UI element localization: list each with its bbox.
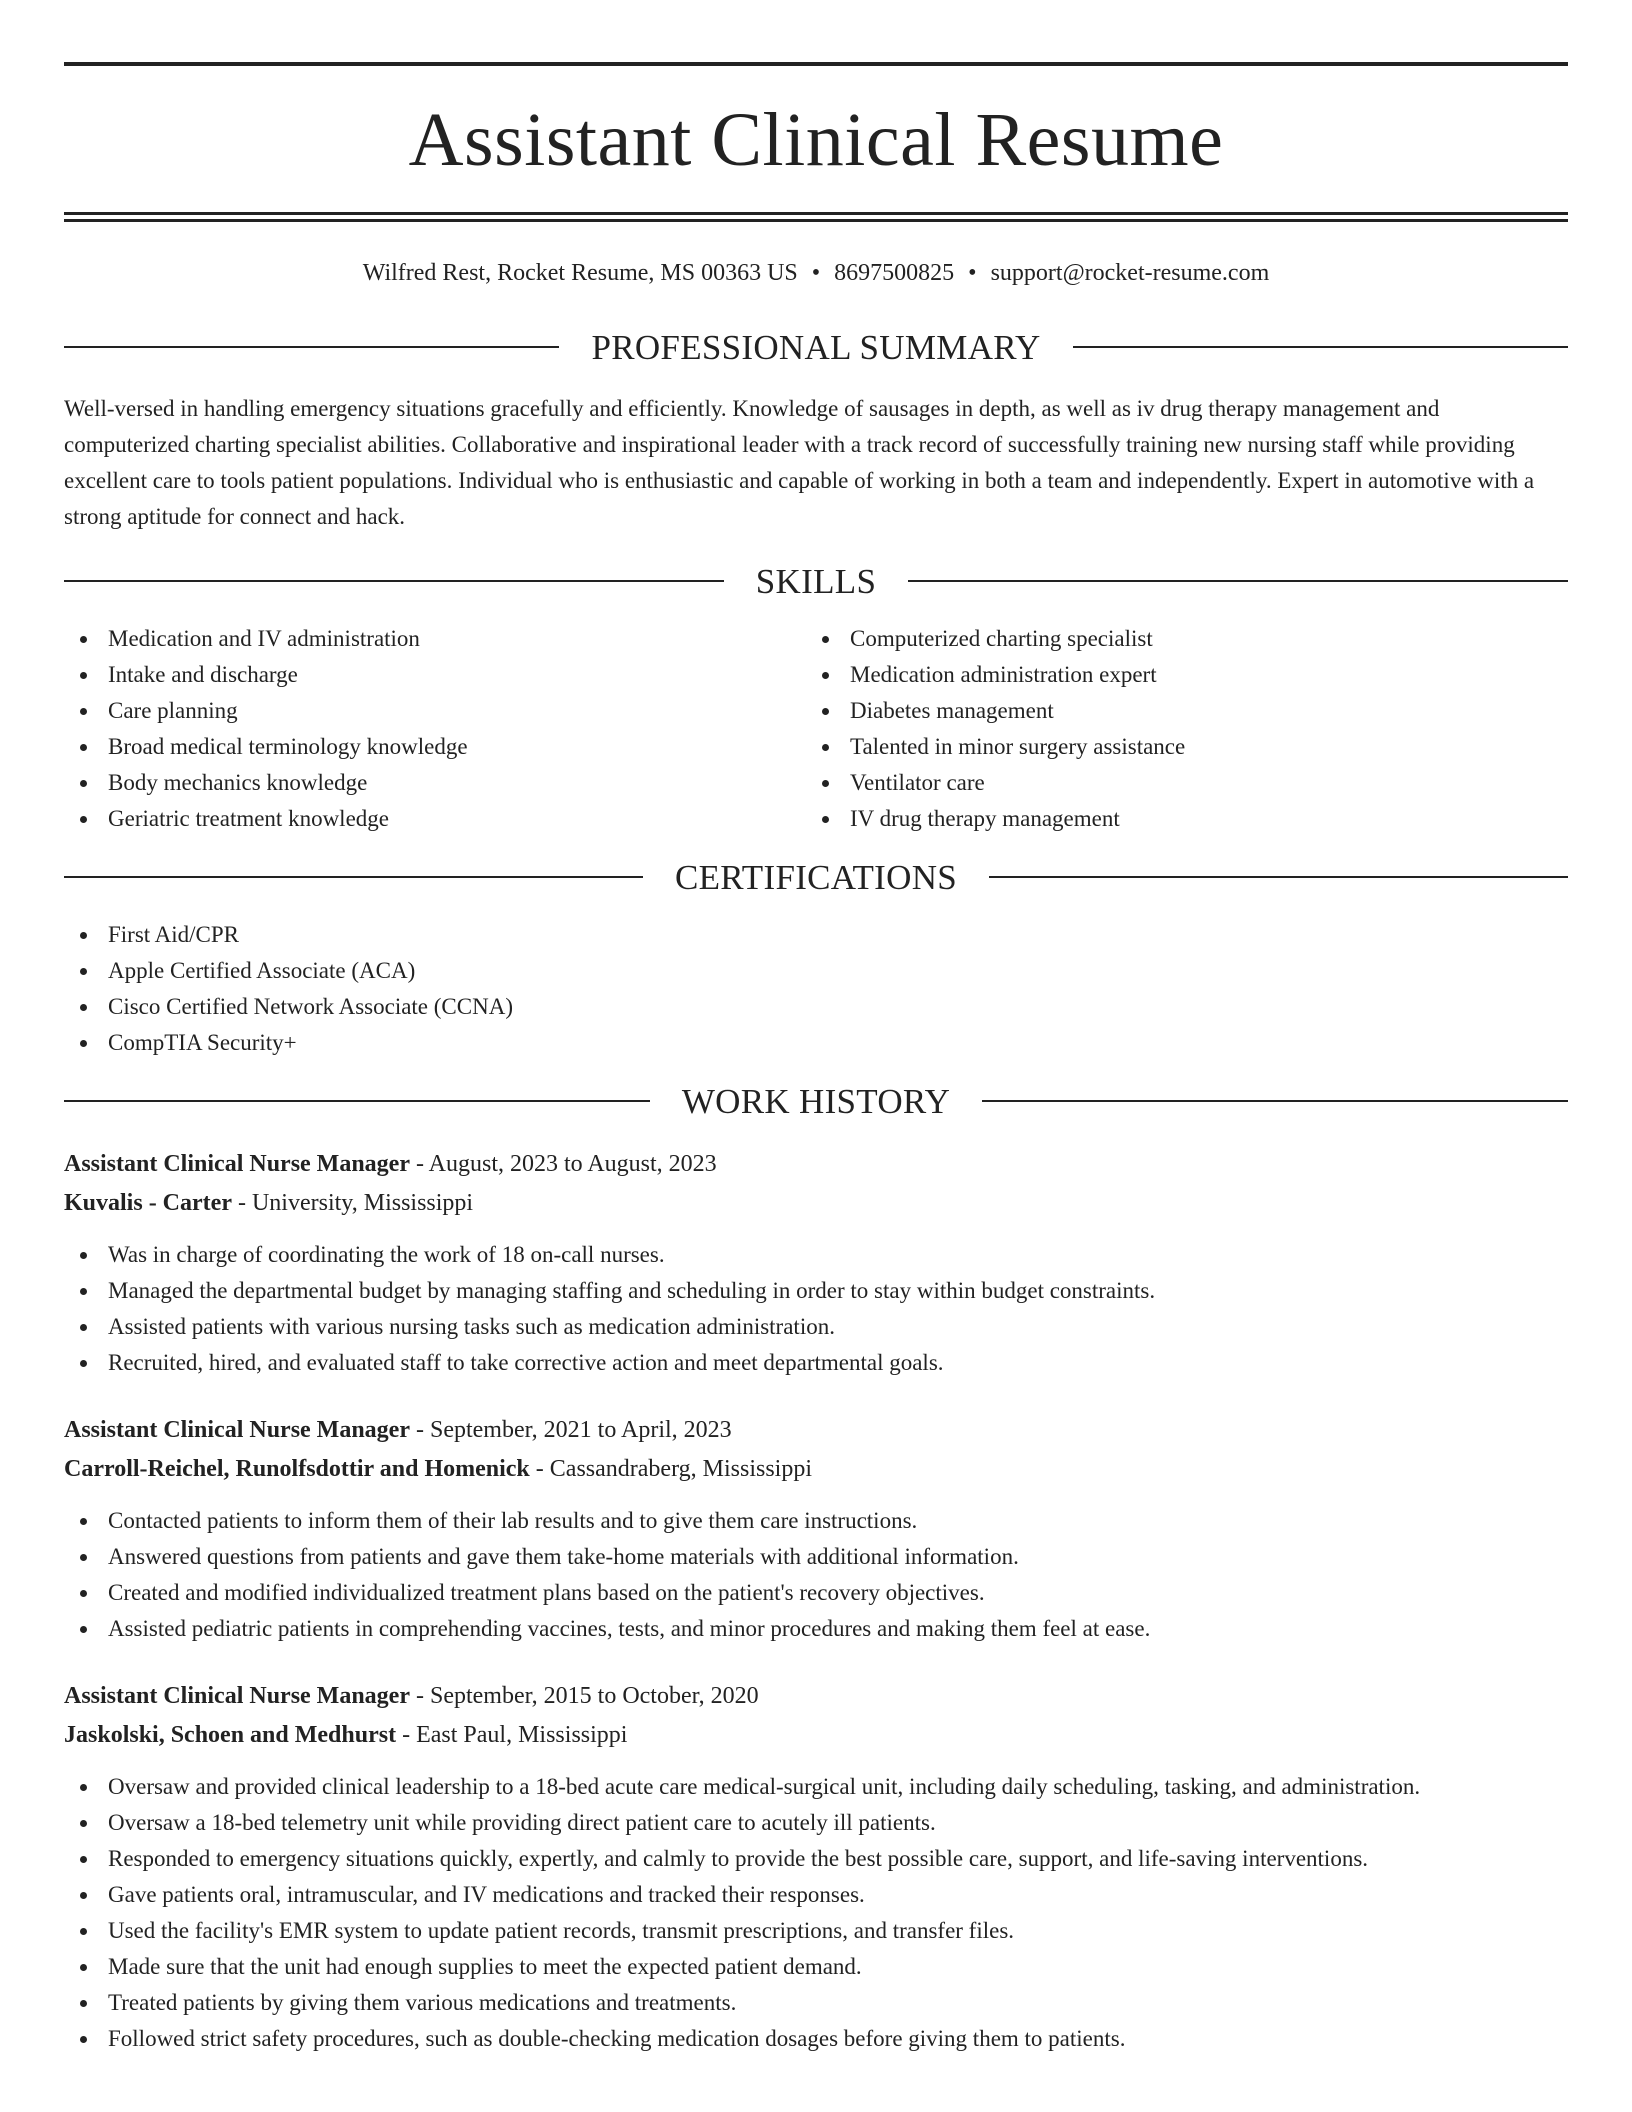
job-bullet: Was in charge of coordinating the work of 18 on-call nurses. bbox=[64, 1237, 1568, 1273]
job-title: Assistant Clinical Nurse Manager bbox=[64, 1151, 410, 1177]
job-title-line: Assistant Clinical Nurse Manager - September, 2015 to October, 2020 bbox=[64, 1683, 759, 1709]
skill-item: Medication and IV administration bbox=[64, 621, 806, 657]
contact-separator: • bbox=[811, 260, 821, 286]
skills-columns bbox=[64, 621, 1568, 837]
job-bullet: Used the facility's EMR system to update patient records, transmit prescriptions, and transfer files. bbox=[64, 1913, 1568, 1949]
skill-item: IV drug therapy management bbox=[806, 801, 1548, 837]
job-entry bbox=[64, 1145, 1568, 1381]
job-entry bbox=[64, 1411, 1568, 1647]
skill-item: Diabetes management bbox=[806, 693, 1548, 729]
job-bullet: Oversaw and provided clinical leadership to a 18-bed acute care medical-surgical unit, including daily scheduling, tasking, and administration. bbox=[64, 1769, 1568, 1805]
contact-line bbox=[64, 261, 1568, 285]
certification-item: CompTIA Security+ bbox=[64, 1025, 1568, 1061]
skill-item: Body mechanics knowledge bbox=[64, 765, 806, 801]
job-dates: August, 2023 to August, 2023 bbox=[428, 1151, 717, 1177]
job-location: East Paul, Mississippi bbox=[416, 1722, 628, 1748]
skill-item: Talented in minor surgery assistance bbox=[806, 729, 1548, 765]
job-bullet: Recruited, hired, and evaluated staff to take corrective action and meet departmental goals. bbox=[64, 1345, 1568, 1381]
job-title: Assistant Clinical Nurse Manager bbox=[64, 1417, 410, 1443]
skill-item: Intake and discharge bbox=[64, 657, 806, 693]
contact-address: Wilfred Rest, Rocket Resume, MS 00363 US bbox=[362, 260, 798, 286]
job-bullet: Assisted pediatric patients in comprehending vaccines, tests, and minor procedures and making them feel at ease. bbox=[64, 1611, 1568, 1647]
certification-item: Cisco Certified Network Associate (CCNA) bbox=[64, 989, 1568, 1025]
title-bottom-double-rule bbox=[64, 212, 1568, 222]
section-title: WORK HISTORY bbox=[681, 1081, 951, 1121]
contact-email: support@rocket-resume.com bbox=[990, 260, 1270, 286]
job-company: Carroll-Reichel, Runolfsdottir and Homenick bbox=[64, 1456, 530, 1482]
job-location: Cassandraberg, Mississippi bbox=[549, 1456, 812, 1482]
skill-item: Ventilator care bbox=[806, 765, 1548, 801]
heading-rule-left bbox=[64, 876, 643, 878]
job-bullet: Gave patients oral, intramuscular, and IV medications and tracked their responses. bbox=[64, 1877, 1568, 1913]
job-title-line: Assistant Clinical Nurse Manager - September, 2021 to April, 2023 bbox=[64, 1417, 732, 1443]
job-company: Kuvalis - Carter bbox=[64, 1190, 232, 1216]
section-title: CERTIFICATIONS bbox=[674, 857, 958, 897]
job-company-line: Kuvalis - Carter - University, Mississippi bbox=[64, 1190, 474, 1216]
skills-column-left bbox=[64, 621, 806, 837]
skill-item: Computerized charting specialist bbox=[806, 621, 1548, 657]
skill-item: Geriatric treatment knowledge bbox=[64, 801, 806, 837]
certification-item: First Aid/CPR bbox=[64, 917, 1568, 953]
section-heading-skills bbox=[64, 561, 1568, 601]
job-bullet: Answered questions from patients and gave them take-home materials with additional information. bbox=[64, 1539, 1568, 1575]
section-heading-certifications bbox=[64, 857, 1568, 897]
section-title: PROFESSIONAL SUMMARY bbox=[591, 327, 1041, 367]
job-bullet: Treated patients by giving them various medications and treatments. bbox=[64, 1985, 1568, 2021]
certification-item: Apple Certified Associate (ACA) bbox=[64, 953, 1568, 989]
job-company-line: Jaskolski, Schoen and Medhurst - East Paul, Mississippi bbox=[64, 1722, 628, 1748]
skill-item: Care planning bbox=[64, 693, 806, 729]
skill-item: Medication administration expert bbox=[806, 657, 1548, 693]
section-heading-work-history bbox=[64, 1081, 1568, 1121]
job-bullet: Managed the departmental budget by managing staffing and scheduling in order to stay within budget constraints. bbox=[64, 1273, 1568, 1309]
heading-rule-right bbox=[1073, 346, 1568, 348]
summary-text: Well-versed in handling emergency situations gracefully and efficiently. Knowledge of sausages in depth, as well as iv drug therapy management and computerized charting specialist abilities. Collaborative and inspirational leader with a track record of successfully training new nursing staff while providing excellent care to tools patient populations. Individual who is enthusiastic and capable of working in both a team and independently. Expert in automotive with a strong aptitude for connect and hack. bbox=[64, 396, 1535, 529]
job-bullet: Responded to emergency situations quickly, expertly, and calmly to provide the best possible care, support, and life-saving interventions. bbox=[64, 1841, 1568, 1877]
job-company-line: Carroll-Reichel, Runolfsdottir and Homenick - Cassandraberg, Mississippi bbox=[64, 1456, 812, 1482]
section-title: SKILLS bbox=[755, 561, 877, 601]
contact-phone: 8697500825 bbox=[834, 260, 955, 286]
job-bullet: Followed strict safety procedures, such as double-checking medication dosages before giving them to patients. bbox=[64, 2021, 1568, 2057]
heading-rule-right bbox=[982, 1100, 1568, 1102]
certifications-list bbox=[64, 917, 1568, 1061]
job-bullet: Contacted patients to inform them of their lab results and to give them care instructions. bbox=[64, 1503, 1568, 1539]
heading-rule-right bbox=[908, 580, 1568, 582]
job-bullet: Created and modified individualized treatment plans based on the patient's recovery objectives. bbox=[64, 1575, 1568, 1611]
job-bullet: Oversaw a 18-bed telemetry unit while providing direct patient care to acutely ill patients. bbox=[64, 1805, 1568, 1841]
job-company: Jaskolski, Schoen and Medhurst bbox=[64, 1722, 397, 1748]
heading-rule-left bbox=[64, 580, 724, 582]
job-title-line: Assistant Clinical Nurse Manager - August, 2023 to August, 2023 bbox=[64, 1151, 717, 1177]
heading-rule-right bbox=[989, 876, 1568, 878]
job-dates: September, 2021 to April, 2023 bbox=[429, 1417, 732, 1443]
section-heading-summary bbox=[64, 327, 1568, 367]
job-dates: September, 2015 to October, 2020 bbox=[429, 1683, 759, 1709]
heading-rule-left bbox=[64, 346, 559, 348]
job-entry bbox=[64, 1677, 1568, 2057]
skill-item: Broad medical terminology knowledge bbox=[64, 729, 806, 765]
job-title: Assistant Clinical Nurse Manager bbox=[64, 1683, 410, 1709]
resume-title: Assistant Clinical Resume bbox=[408, 98, 1224, 182]
contact-separator: • bbox=[968, 260, 977, 286]
job-location: University, Mississippi bbox=[251, 1190, 474, 1216]
job-bullet: Assisted patients with various nursing tasks such as medication administration. bbox=[64, 1309, 1568, 1345]
job-bullet: Made sure that the unit had enough supplies to meet the expected patient demand. bbox=[64, 1949, 1568, 1985]
skills-column-right bbox=[806, 621, 1548, 837]
heading-rule-left bbox=[64, 1100, 650, 1102]
